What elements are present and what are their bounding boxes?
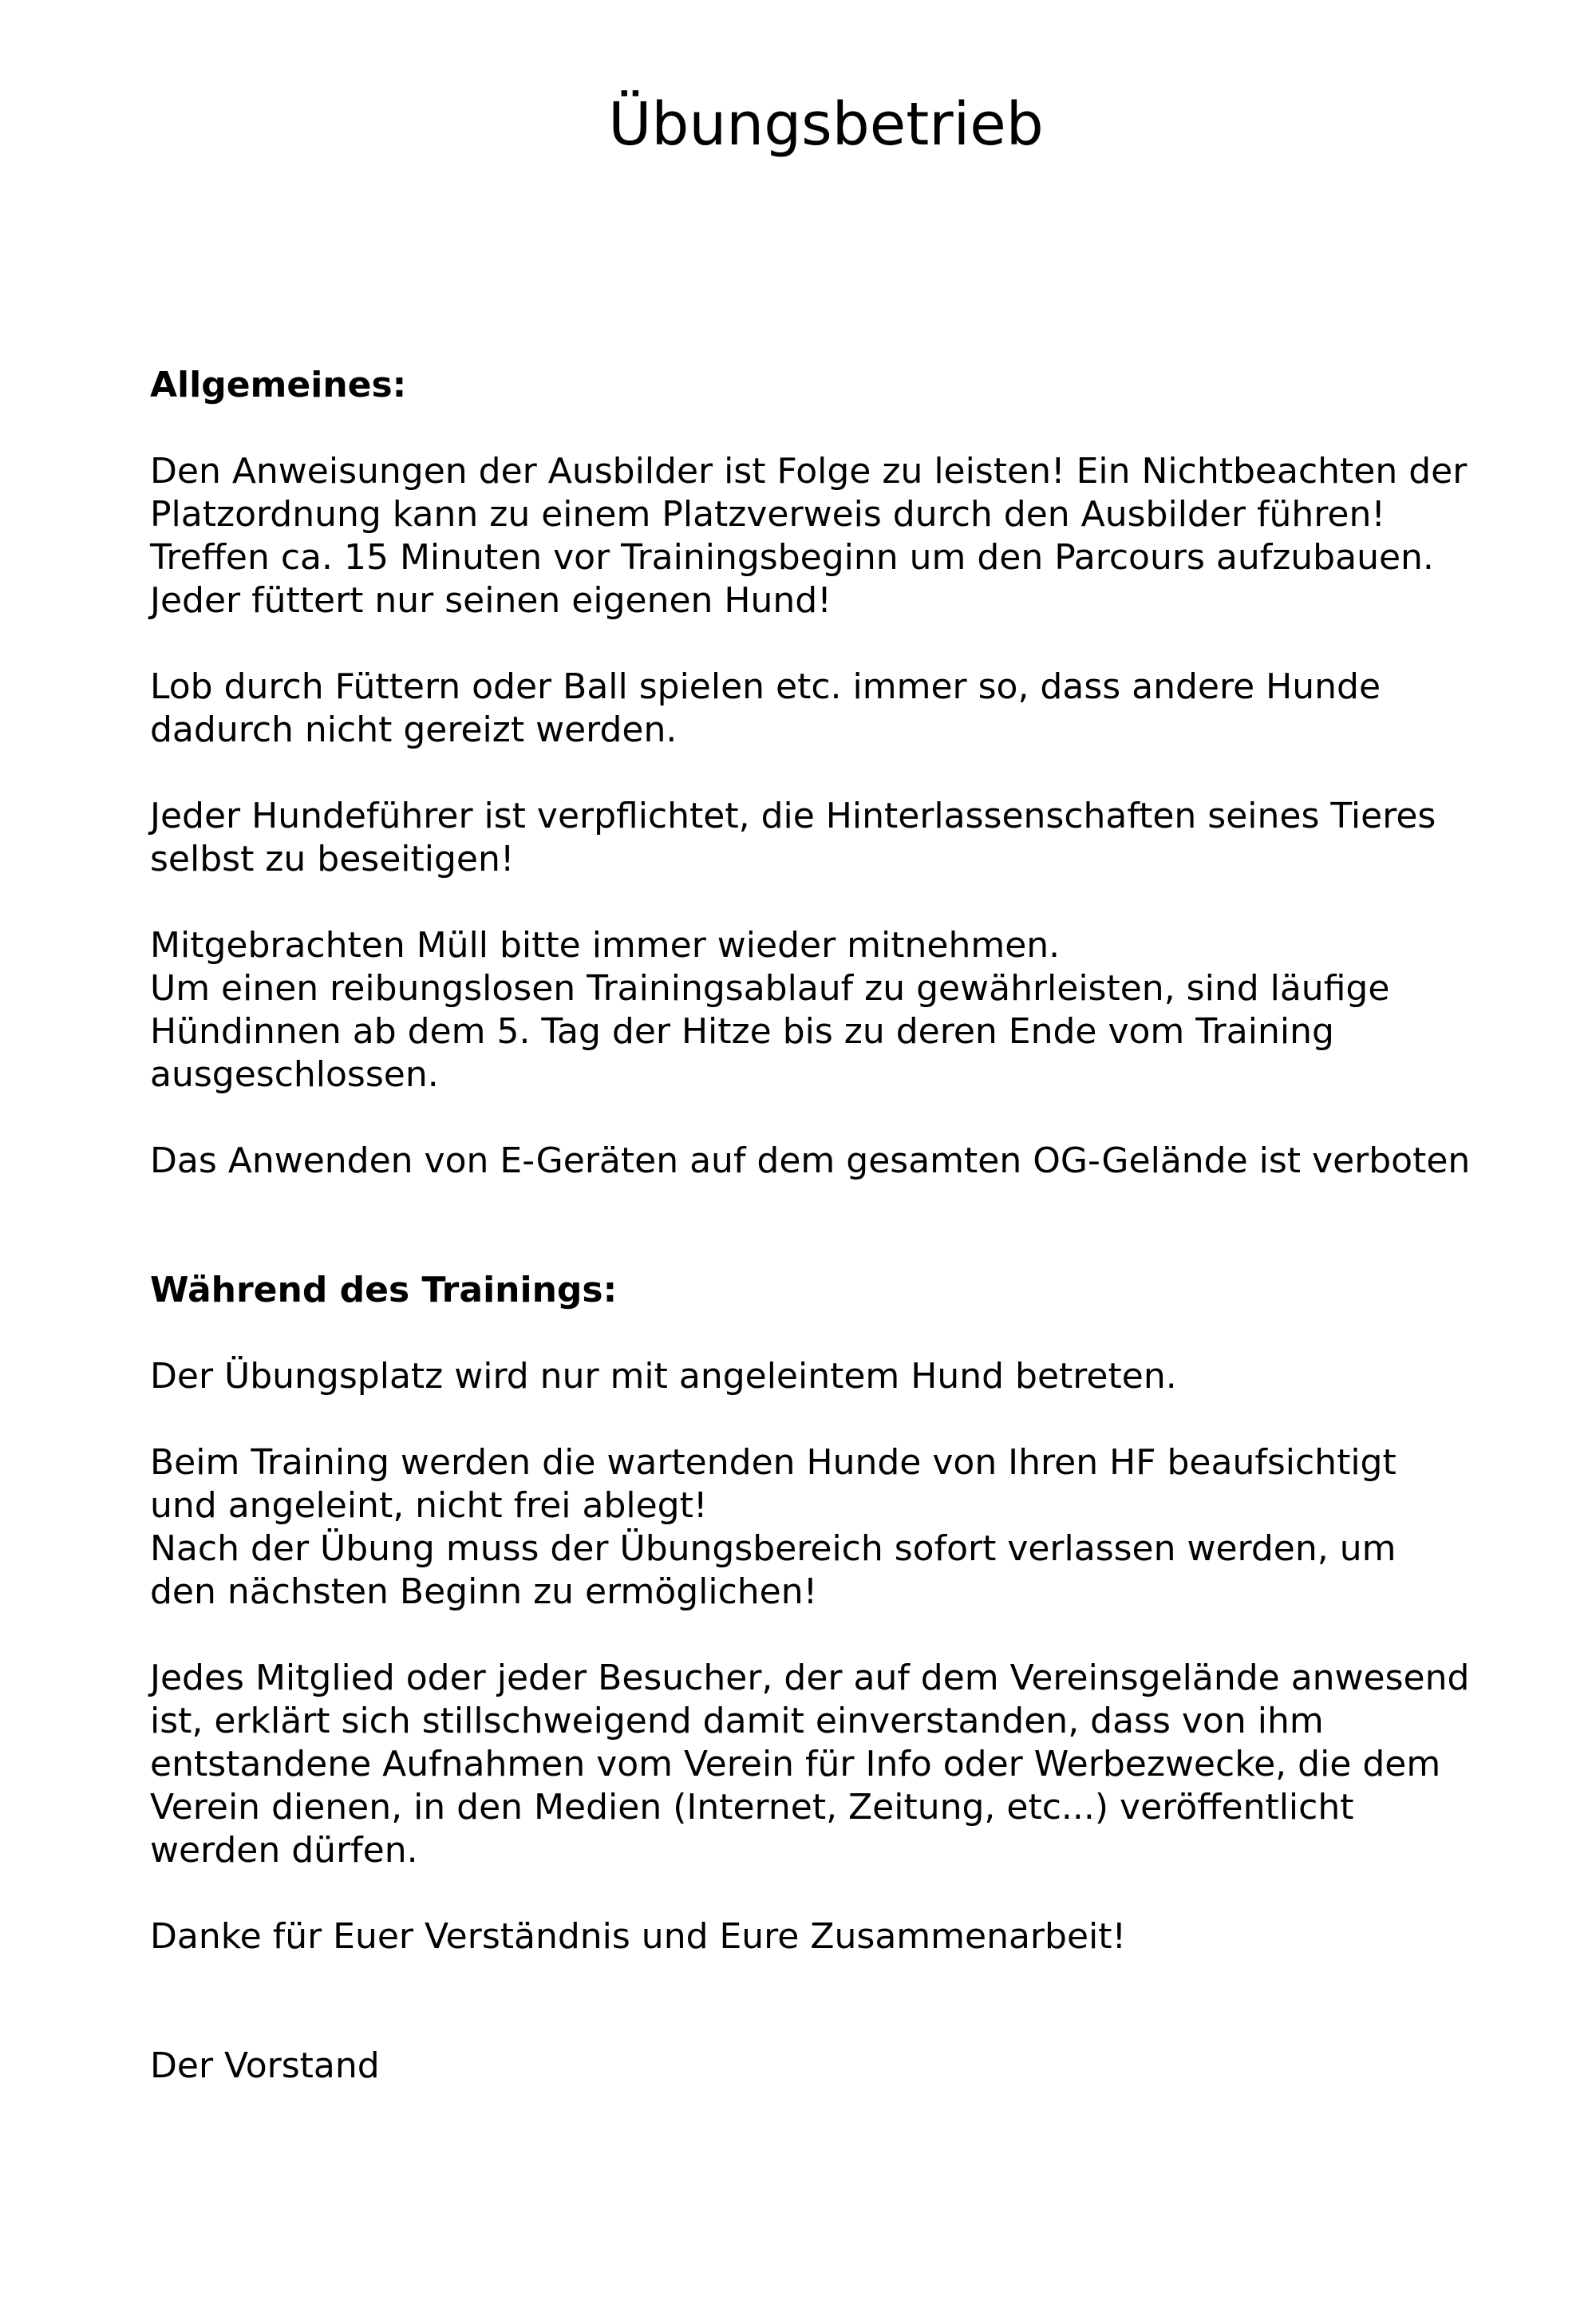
spacer: [150, 2002, 1523, 2045]
paragraph: Jedes Mitglied oder jeder Besucher, der auf dem Vereinsgelände anwesend ist, erklärt sich stillschweigend damit einverstanden, dass von ihm entstandene Aufnahmen vom Verein für Info oder Werbezwecke, die dem Verein dienen, in den Medien (Internet, Zeitung, etc...) veröffentlicht werden dürfen.: [150, 1658, 1470, 1871]
paragraph: Mitgebrachten Müll bitte immer wieder mitnehmen. Um einen reibungslosen Trainingsablauf zu gewährleisten, sind läufige Hündinnen ab dem 5. Tag der Hitze bis zu deren Ende vom Training ausgeschlossen.: [150, 925, 1390, 1095]
paragraph: Der Übungsplatz wird nur mit angeleintem Hund betreten.: [150, 1356, 1177, 1397]
paragraph: Jeder Hundeführer ist verpflichtet, die Hinterlassenschaften seines Tieres selbst zu beseitigen!: [150, 796, 1436, 879]
page-title: Übungsbetrieb: [608, 90, 1044, 159]
paragraph: Den Anweisungen der Ausbilder ist Folge zu leisten! Ein Nichtbeachten der Platzordnung kann zu einem Platzverweis durch den Ausbilder führen! Treffen ca. 15 Minuten vor Trainingsbeginn um den Parcours aufzubauen. Jeder füttert nur seinen eigenen Hund!: [150, 451, 1468, 621]
section-heading-allgemeines: Allgemeines:: [150, 365, 407, 405]
document-body: [150, 364, 1523, 2131]
section-heading-waehrend-des-trainings: Während des Trainings:: [150, 1270, 618, 1310]
signature: Der Vorstand: [150, 2045, 380, 2086]
paragraph: Das Anwenden von E-Geräten auf dem gesamten OG-Gelände ist verboten: [150, 1140, 1471, 1181]
paragraph: Beim Training werden die wartenden Hunde von Ihren HF beaufsichtigt und angeleint, nicht frei ablegt! Nach der Übung muss der Übungsbereich sofort verlassen werden, um den nächsten Beginn zu ermöglichen!: [150, 1442, 1396, 1612]
spacer: [150, 1226, 1523, 1269]
paragraph: Danke für Euer Verständnis und Eure Zusammenarbeit!: [150, 1916, 1127, 1957]
paragraph: Lob durch Füttern oder Ball spielen etc. immer so, dass andere Hunde dadurch nicht gereizt werden.: [150, 666, 1381, 750]
